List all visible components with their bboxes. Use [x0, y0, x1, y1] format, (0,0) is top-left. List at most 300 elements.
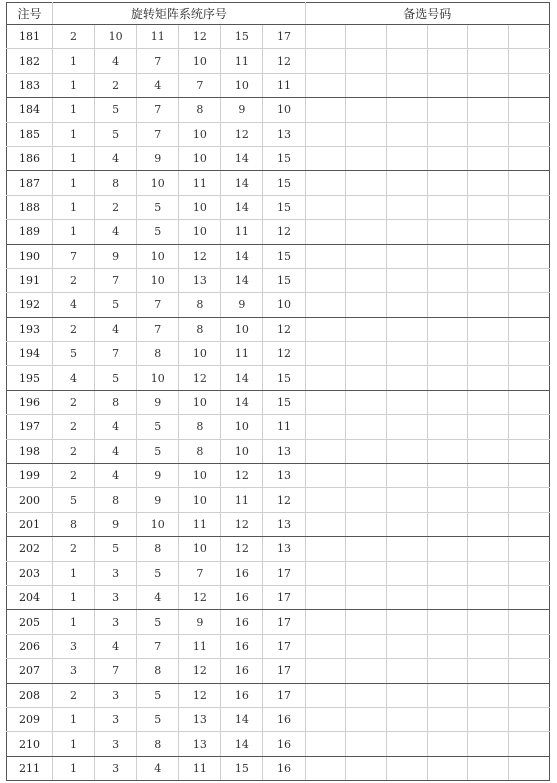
matrix-number-cell: 10: [137, 244, 179, 268]
matrix-number-cell: 1: [53, 561, 95, 585]
matrix-number-cell: 10: [179, 488, 221, 512]
spare-number-cell[interactable]: [305, 756, 346, 780]
spare-number-cell[interactable]: [305, 464, 346, 488]
matrix-number-cell: 11: [263, 415, 305, 439]
spare-number-cell[interactable]: [305, 342, 346, 366]
spare-number-cell[interactable]: [468, 732, 509, 756]
spare-number-cell[interactable]: [387, 683, 428, 707]
spare-number-cell[interactable]: [468, 683, 509, 707]
spare-number-cell[interactable]: [509, 195, 550, 219]
spare-number-cell[interactable]: [387, 707, 428, 731]
matrix-number-cell: 8: [137, 537, 179, 561]
spare-number-cell[interactable]: [346, 244, 387, 268]
spare-number-cell[interactable]: [387, 610, 428, 634]
spare-number-cell[interactable]: [305, 512, 346, 536]
spare-number-cell[interactable]: [509, 732, 550, 756]
matrix-number-cell: 14: [221, 268, 263, 292]
spare-number-cell[interactable]: [346, 49, 387, 73]
spare-number-cell[interactable]: [305, 390, 346, 414]
spare-number-cell[interactable]: [427, 25, 468, 49]
spare-number-cell[interactable]: [427, 537, 468, 561]
table-row: [7, 415, 550, 439]
spare-number-cell[interactable]: [427, 342, 468, 366]
spare-number-cell[interactable]: [387, 561, 428, 585]
spare-number-cell[interactable]: [427, 439, 468, 463]
spare-number-cell[interactable]: [387, 268, 428, 292]
spare-number-cell[interactable]: [346, 25, 387, 49]
spare-number-cell[interactable]: [468, 195, 509, 219]
spare-number-cell[interactable]: [346, 146, 387, 170]
spare-number-cell[interactable]: [346, 220, 387, 244]
spare-number-cell[interactable]: [387, 171, 428, 195]
spare-number-cell[interactable]: [387, 732, 428, 756]
spare-number-cell[interactable]: [468, 268, 509, 292]
matrix-number-cell: 4: [95, 220, 137, 244]
spare-number-cell[interactable]: [468, 561, 509, 585]
spare-number-cell[interactable]: [509, 634, 550, 658]
matrix-number-cell: 17: [263, 634, 305, 658]
spare-number-cell[interactable]: [509, 585, 550, 609]
spare-number-cell[interactable]: [468, 171, 509, 195]
table-row: [7, 561, 550, 585]
table-row: [7, 317, 550, 341]
matrix-number-cell: 13: [179, 707, 221, 731]
matrix-number-cell: 1: [53, 98, 95, 122]
spare-number-cell[interactable]: [509, 488, 550, 512]
spare-number-cell[interactable]: [346, 342, 387, 366]
spare-number-cell[interactable]: [387, 98, 428, 122]
spare-number-cell[interactable]: [509, 415, 550, 439]
spare-number-cell[interactable]: [427, 707, 468, 731]
table-row: [7, 683, 550, 707]
matrix-number-cell: 11: [221, 342, 263, 366]
spare-number-cell[interactable]: [468, 707, 509, 731]
spare-number-cell[interactable]: [346, 683, 387, 707]
matrix-number-cell: 9: [95, 244, 137, 268]
spare-number-cell[interactable]: [427, 415, 468, 439]
spare-number-cell[interactable]: [305, 293, 346, 317]
matrix-number-cell: 5: [95, 122, 137, 146]
matrix-number-cell: 5: [137, 707, 179, 731]
spare-number-cell[interactable]: [427, 585, 468, 609]
spare-number-cell[interactable]: [509, 317, 550, 341]
matrix-number-cell: 12: [263, 342, 305, 366]
matrix-number-cell: 12: [221, 512, 263, 536]
spare-number-cell[interactable]: [427, 98, 468, 122]
matrix-number-cell: 1: [53, 195, 95, 219]
row-id: 200: [7, 488, 53, 512]
matrix-number-cell: 7: [179, 561, 221, 585]
spare-number-cell[interactable]: [509, 659, 550, 683]
spare-number-cell[interactable]: [427, 293, 468, 317]
matrix-number-cell: 10: [263, 98, 305, 122]
spare-number-cell[interactable]: [346, 366, 387, 390]
spare-number-cell[interactable]: [387, 244, 428, 268]
spare-number-cell[interactable]: [509, 244, 550, 268]
spare-number-cell[interactable]: [468, 464, 509, 488]
matrix-number-cell: 9: [179, 610, 221, 634]
row-id: 199: [7, 464, 53, 488]
matrix-number-cell: 5: [95, 293, 137, 317]
spare-number-cell[interactable]: [427, 464, 468, 488]
spare-number-cell[interactable]: [468, 342, 509, 366]
spare-number-cell[interactable]: [468, 25, 509, 49]
spare-number-cell[interactable]: [346, 707, 387, 731]
spare-number-cell[interactable]: [387, 390, 428, 414]
matrix-number-cell: 1: [53, 732, 95, 756]
table-row: [7, 268, 550, 292]
row-id: 191: [7, 268, 53, 292]
spare-number-cell[interactable]: [387, 585, 428, 609]
matrix-number-cell: 7: [95, 342, 137, 366]
matrix-number-cell: 3: [95, 732, 137, 756]
spare-number-cell[interactable]: [305, 659, 346, 683]
row-id: 202: [7, 537, 53, 561]
matrix-number-cell: 10: [179, 122, 221, 146]
spare-number-cell[interactable]: [509, 146, 550, 170]
spare-number-cell[interactable]: [305, 244, 346, 268]
matrix-number-cell: 15: [263, 195, 305, 219]
spare-number-cell[interactable]: [427, 195, 468, 219]
spare-number-cell[interactable]: [305, 73, 346, 97]
spare-number-cell[interactable]: [387, 342, 428, 366]
matrix-number-cell: 8: [179, 317, 221, 341]
table-row: [7, 195, 550, 219]
matrix-number-cell: 1: [53, 146, 95, 170]
spare-number-cell[interactable]: [305, 488, 346, 512]
spare-number-cell[interactable]: [346, 171, 387, 195]
row-id: 209: [7, 707, 53, 731]
spare-number-cell[interactable]: [468, 244, 509, 268]
spare-number-cell[interactable]: [468, 122, 509, 146]
spare-number-cell[interactable]: [305, 585, 346, 609]
matrix-number-cell: 11: [221, 488, 263, 512]
matrix-number-cell: 4: [95, 634, 137, 658]
matrix-number-cell: 1: [53, 171, 95, 195]
matrix-number-cell: 14: [221, 244, 263, 268]
matrix-number-cell: 12: [263, 317, 305, 341]
table-row: [7, 707, 550, 731]
spare-number-cell[interactable]: [509, 25, 550, 49]
spare-number-cell[interactable]: [427, 634, 468, 658]
spare-number-cell[interactable]: [468, 220, 509, 244]
matrix-number-cell: 10: [179, 49, 221, 73]
spare-number-cell[interactable]: [346, 122, 387, 146]
matrix-number-cell: 3: [95, 756, 137, 780]
spare-number-cell[interactable]: [509, 707, 550, 731]
spare-number-cell[interactable]: [509, 390, 550, 414]
spare-number-cell[interactable]: [509, 512, 550, 536]
spare-number-cell[interactable]: [387, 439, 428, 463]
spare-number-cell[interactable]: [468, 317, 509, 341]
spare-number-cell[interactable]: [387, 464, 428, 488]
spare-number-cell[interactable]: [387, 293, 428, 317]
spare-number-cell[interactable]: [427, 512, 468, 536]
spare-number-cell[interactable]: [427, 244, 468, 268]
spare-number-cell[interactable]: [305, 317, 346, 341]
spare-number-cell[interactable]: [387, 122, 428, 146]
spare-number-cell[interactable]: [387, 25, 428, 49]
matrix-number-cell: 5: [95, 537, 137, 561]
matrix-number-cell: 5: [95, 366, 137, 390]
row-id: 187: [7, 171, 53, 195]
spare-number-cell[interactable]: [509, 537, 550, 561]
spare-number-cell[interactable]: [427, 146, 468, 170]
matrix-number-cell: 15: [221, 25, 263, 49]
spare-number-cell[interactable]: [468, 49, 509, 73]
spare-number-cell[interactable]: [509, 268, 550, 292]
spare-number-cell[interactable]: [427, 366, 468, 390]
matrix-number-cell: 13: [263, 512, 305, 536]
spare-number-cell[interactable]: [427, 390, 468, 414]
spare-number-cell[interactable]: [468, 293, 509, 317]
spare-number-cell[interactable]: [346, 561, 387, 585]
matrix-number-cell: 5: [137, 195, 179, 219]
spare-number-cell[interactable]: [346, 268, 387, 292]
spare-number-cell[interactable]: [346, 464, 387, 488]
spare-number-cell[interactable]: [305, 146, 346, 170]
matrix-number-cell: 8: [179, 439, 221, 463]
spare-number-cell[interactable]: [468, 512, 509, 536]
matrix-number-cell: 10: [179, 390, 221, 414]
matrix-number-cell: 5: [137, 561, 179, 585]
matrix-number-cell: 10: [179, 220, 221, 244]
spare-number-cell[interactable]: [509, 756, 550, 780]
spare-number-cell[interactable]: [427, 683, 468, 707]
spare-number-cell[interactable]: [346, 439, 387, 463]
row-id: 210: [7, 732, 53, 756]
spare-number-cell[interactable]: [427, 220, 468, 244]
matrix-number-cell: 13: [263, 464, 305, 488]
spare-number-cell[interactable]: [387, 366, 428, 390]
matrix-number-cell: 2: [95, 195, 137, 219]
spare-number-cell[interactable]: [509, 73, 550, 97]
table-row: [7, 732, 550, 756]
spare-number-cell[interactable]: [509, 464, 550, 488]
spare-number-cell[interactable]: [468, 415, 509, 439]
matrix-number-cell: 12: [179, 244, 221, 268]
spare-number-cell[interactable]: [509, 683, 550, 707]
spare-number-cell[interactable]: [346, 512, 387, 536]
spare-number-cell[interactable]: [468, 98, 509, 122]
matrix-number-cell: 17: [263, 585, 305, 609]
spare-number-cell[interactable]: [427, 561, 468, 585]
spare-number-cell[interactable]: [468, 634, 509, 658]
spare-number-cell[interactable]: [387, 49, 428, 73]
spare-number-cell[interactable]: [387, 659, 428, 683]
spare-number-cell[interactable]: [305, 707, 346, 731]
table-row: [7, 293, 550, 317]
spare-number-cell[interactable]: [305, 439, 346, 463]
spare-number-cell[interactable]: [387, 415, 428, 439]
row-id: 205: [7, 610, 53, 634]
matrix-number-cell: 15: [221, 756, 263, 780]
spare-number-cell[interactable]: [468, 585, 509, 609]
spare-number-cell[interactable]: [468, 366, 509, 390]
matrix-number-cell: 12: [179, 366, 221, 390]
matrix-number-cell: 10: [137, 512, 179, 536]
matrix-number-cell: 15: [263, 268, 305, 292]
matrix-number-cell: 1: [53, 610, 95, 634]
spare-number-cell[interactable]: [468, 756, 509, 780]
spare-number-cell[interactable]: [427, 610, 468, 634]
spare-number-cell[interactable]: [346, 732, 387, 756]
spare-number-cell[interactable]: [346, 659, 387, 683]
spare-number-cell[interactable]: [468, 610, 509, 634]
spare-number-cell[interactable]: [346, 488, 387, 512]
spare-number-cell[interactable]: [509, 171, 550, 195]
matrix-number-cell: 1: [53, 707, 95, 731]
row-id: 211: [7, 756, 53, 780]
spare-number-cell[interactable]: [509, 561, 550, 585]
matrix-number-cell: 12: [179, 25, 221, 49]
spare-number-cell[interactable]: [468, 537, 509, 561]
table-row: [7, 244, 550, 268]
matrix-number-cell: 3: [95, 707, 137, 731]
matrix-number-cell: 4: [53, 366, 95, 390]
matrix-number-cell: 9: [95, 512, 137, 536]
spare-number-cell[interactable]: [387, 512, 428, 536]
matrix-number-cell: 16: [221, 561, 263, 585]
spare-number-cell[interactable]: [509, 220, 550, 244]
spare-number-cell[interactable]: [305, 171, 346, 195]
spare-number-cell[interactable]: [346, 585, 387, 609]
matrix-number-cell: 15: [263, 390, 305, 414]
spare-number-cell[interactable]: [509, 293, 550, 317]
table-row: [7, 634, 550, 658]
matrix-number-cell: 3: [95, 585, 137, 609]
spare-number-cell[interactable]: [387, 537, 428, 561]
spare-number-cell[interactable]: [305, 220, 346, 244]
spare-number-cell[interactable]: [509, 610, 550, 634]
spare-number-cell[interactable]: [305, 634, 346, 658]
spare-number-cell[interactable]: [346, 293, 387, 317]
table-row: [7, 342, 550, 366]
matrix-number-cell: 10: [221, 317, 263, 341]
spare-number-cell[interactable]: [305, 122, 346, 146]
spare-number-cell[interactable]: [346, 317, 387, 341]
matrix-number-cell: 4: [95, 146, 137, 170]
spare-number-cell[interactable]: [346, 73, 387, 97]
spare-number-cell[interactable]: [427, 732, 468, 756]
spare-number-cell[interactable]: [305, 732, 346, 756]
spare-number-cell[interactable]: [387, 634, 428, 658]
table-row: [7, 98, 550, 122]
matrix-number-cell: 9: [137, 390, 179, 414]
matrix-number-cell: 16: [263, 756, 305, 780]
matrix-number-cell: 11: [179, 171, 221, 195]
spare-number-cell[interactable]: [509, 122, 550, 146]
spare-number-cell[interactable]: [387, 756, 428, 780]
spare-number-cell[interactable]: [427, 73, 468, 97]
row-id: 196: [7, 390, 53, 414]
spare-number-cell[interactable]: [305, 561, 346, 585]
spare-number-cell[interactable]: [305, 415, 346, 439]
matrix-number-cell: 2: [53, 683, 95, 707]
spare-number-cell[interactable]: [346, 98, 387, 122]
row-id: 195: [7, 366, 53, 390]
matrix-number-cell: 8: [137, 732, 179, 756]
table-row: [7, 146, 550, 170]
spare-number-cell[interactable]: [509, 49, 550, 73]
matrix-number-cell: 16: [221, 683, 263, 707]
matrix-number-cell: 10: [95, 25, 137, 49]
spare-number-cell[interactable]: [468, 659, 509, 683]
matrix-number-cell: 1: [53, 73, 95, 97]
matrix-number-cell: 7: [137, 293, 179, 317]
spare-number-cell[interactable]: [427, 756, 468, 780]
spare-number-cell[interactable]: [509, 439, 550, 463]
spare-number-cell[interactable]: [427, 268, 468, 292]
matrix-number-cell: 8: [137, 659, 179, 683]
spare-number-cell[interactable]: [346, 390, 387, 414]
spare-number-cell[interactable]: [427, 171, 468, 195]
table-row: [7, 366, 550, 390]
matrix-number-cell: 10: [137, 268, 179, 292]
spare-number-cell[interactable]: [509, 366, 550, 390]
matrix-number-cell: 14: [221, 146, 263, 170]
spare-number-cell[interactable]: [346, 610, 387, 634]
spare-number-cell[interactable]: [427, 317, 468, 341]
spare-number-cell[interactable]: [346, 756, 387, 780]
spare-number-cell[interactable]: [305, 49, 346, 73]
table-row: [7, 220, 550, 244]
spare-number-cell[interactable]: [509, 98, 550, 122]
spare-number-cell[interactable]: [427, 122, 468, 146]
spare-number-cell[interactable]: [468, 488, 509, 512]
matrix-number-cell: 2: [53, 390, 95, 414]
spare-number-cell[interactable]: [387, 146, 428, 170]
spare-number-cell[interactable]: [509, 342, 550, 366]
spare-number-cell[interactable]: [427, 488, 468, 512]
matrix-number-cell: 17: [263, 610, 305, 634]
spare-number-cell[interactable]: [387, 73, 428, 97]
spare-number-cell[interactable]: [387, 220, 428, 244]
spare-number-cell[interactable]: [346, 415, 387, 439]
spare-number-cell[interactable]: [387, 317, 428, 341]
matrix-number-cell: 7: [95, 659, 137, 683]
table-row: [7, 171, 550, 195]
spare-number-cell[interactable]: [305, 610, 346, 634]
spare-number-cell[interactable]: [346, 195, 387, 219]
spare-number-cell[interactable]: [387, 195, 428, 219]
spare-number-cell[interactable]: [305, 537, 346, 561]
matrix-number-cell: 15: [263, 171, 305, 195]
spare-number-cell[interactable]: [387, 488, 428, 512]
matrix-number-cell: 8: [95, 171, 137, 195]
spare-number-cell[interactable]: [427, 49, 468, 73]
spare-number-cell[interactable]: [305, 195, 346, 219]
spare-number-cell[interactable]: [305, 98, 346, 122]
table-row: [7, 512, 550, 536]
spare-number-cell[interactable]: [305, 366, 346, 390]
spare-number-cell[interactable]: [346, 537, 387, 561]
spare-number-cell[interactable]: [346, 634, 387, 658]
table-row: [7, 464, 550, 488]
spare-number-cell[interactable]: [468, 146, 509, 170]
spare-number-cell[interactable]: [305, 683, 346, 707]
matrix-number-cell: 4: [95, 439, 137, 463]
spare-number-cell[interactable]: [468, 73, 509, 97]
spare-number-cell[interactable]: [468, 390, 509, 414]
row-id: 208: [7, 683, 53, 707]
matrix-number-cell: 2: [53, 439, 95, 463]
spare-number-cell[interactable]: [468, 439, 509, 463]
spare-number-cell[interactable]: [305, 268, 346, 292]
spare-number-cell[interactable]: [427, 659, 468, 683]
spare-number-cell[interactable]: [305, 25, 346, 49]
matrix-number-cell: 10: [179, 342, 221, 366]
